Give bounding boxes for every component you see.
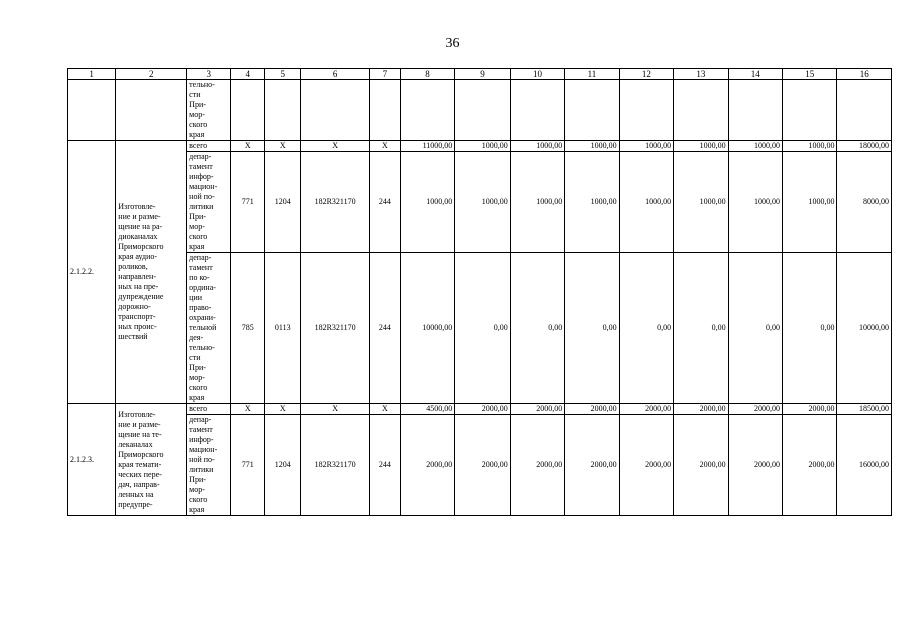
amount-cell: 2000,00 (510, 415, 564, 516)
text-line: ных на пре- (118, 282, 159, 291)
amount-cell: 2000,00 (565, 415, 619, 516)
text-line: тамент (189, 425, 213, 434)
header-cell: 13 (674, 69, 728, 80)
header-cell: 15 (783, 69, 837, 80)
header-cell: 5 (265, 69, 301, 80)
amount-cell: 2000,00 (455, 415, 510, 516)
text-line: ордина- (189, 283, 216, 292)
text-line: дач, направ- (118, 479, 160, 489)
amount-cell: 2000,00 (619, 415, 673, 516)
text-line: ленных на (118, 489, 154, 499)
empty-cell (400, 80, 454, 141)
cell-6: 182R321170 (301, 152, 370, 253)
item-code: 2.1.2.3. (68, 404, 116, 516)
cell-7: X (370, 141, 401, 152)
source-cell (187, 80, 231, 141)
text-line: мор- (189, 485, 205, 494)
table-row (68, 404, 892, 415)
amount-cell: 1000,00 (674, 152, 728, 253)
amount-cell: 2000,00 (728, 404, 782, 415)
empty-cell (728, 80, 782, 141)
text-line: Приморского (118, 242, 164, 251)
amount-cell: 1000,00 (455, 152, 510, 253)
text-line: мацион- (189, 445, 218, 454)
text-line: ского (189, 495, 208, 504)
cell-4: 785 (231, 253, 265, 404)
text-line: края аудио- (118, 252, 158, 261)
text-line: роликов, (118, 262, 148, 271)
item-name (116, 141, 187, 404)
text-line: края (189, 130, 205, 139)
text-line: ной по- (189, 455, 215, 464)
budget-table (67, 68, 892, 516)
header-cell: 1 (68, 69, 116, 80)
amount-cell: 1000,00 (565, 141, 619, 152)
text-line: мор- (189, 373, 205, 382)
continuation-row (68, 80, 892, 141)
cell-6: 182R321170 (301, 415, 370, 516)
text-line: дупреждение (118, 292, 164, 301)
text-line: тамент (189, 162, 213, 171)
amount-cell: 2000,00 (400, 415, 454, 516)
header-cell: 11 (565, 69, 619, 80)
text-line: щение на те- (118, 429, 162, 439)
text-line: охрани- (189, 313, 216, 322)
amount-cell: 18500,00 (837, 404, 892, 415)
text-line: предупре- (118, 499, 153, 509)
header-cell: 8 (400, 69, 454, 80)
text-line: ние и разме- (118, 212, 161, 221)
amount-cell: 18000,00 (837, 141, 892, 152)
table-row (68, 253, 892, 404)
empty-cell (619, 80, 673, 141)
cell-5: X (265, 141, 301, 152)
cell-6: X (301, 404, 370, 415)
code-cell (68, 80, 116, 141)
text-line: дея- (189, 333, 204, 342)
text-line: литики (189, 465, 214, 474)
empty-cell (565, 80, 619, 141)
text-line: При- (189, 212, 206, 221)
cell-5: 1204 (265, 152, 301, 253)
table-row (68, 141, 892, 152)
text-line: тельно- (189, 343, 215, 352)
amount-cell: 1000,00 (619, 152, 673, 253)
item-code: 2.1.2.2. (68, 141, 116, 404)
empty-cell (370, 80, 401, 141)
cell-4: 771 (231, 152, 265, 253)
source-total: всего (187, 404, 231, 415)
amount-cell: 1000,00 (728, 141, 782, 152)
amount-cell: 0,00 (728, 253, 782, 404)
text-line: по ко- (189, 273, 210, 282)
text-line: тельной (189, 323, 217, 332)
text-line: тельно- (189, 80, 215, 89)
amount-cell: 0,00 (619, 253, 673, 404)
text-line: При- (189, 100, 206, 109)
text-line: мор- (189, 222, 205, 231)
amount-cell: 2000,00 (619, 404, 673, 415)
name-cell (116, 80, 187, 141)
amount-cell: 1000,00 (400, 152, 454, 253)
text-line: право- (189, 303, 212, 312)
text-line: диоканалах (118, 232, 158, 241)
text-line: сти (189, 353, 201, 362)
amount-cell: 1000,00 (728, 152, 782, 253)
amount-cell: 0,00 (783, 253, 837, 404)
header-cell: 4 (231, 69, 265, 80)
amount-cell: 1000,00 (455, 141, 510, 152)
amount-cell: 0,00 (674, 253, 728, 404)
cell-5: 1204 (265, 415, 301, 516)
amount-cell: 0,00 (565, 253, 619, 404)
source-total: всего (187, 141, 231, 152)
amount-cell: 2000,00 (455, 404, 510, 415)
cell-7: 244 (370, 152, 401, 253)
text-line: ского (189, 383, 208, 392)
header-row (68, 69, 892, 80)
amount-cell: 16000,00 (837, 415, 892, 516)
text-line: депар- (189, 415, 212, 424)
text-line: шествий (118, 332, 148, 341)
text-line: При- (189, 363, 206, 372)
amount-cell: 11000,00 (400, 141, 454, 152)
cell-4: X (231, 404, 265, 415)
text-line: направлен- (118, 272, 156, 281)
header-cell: 7 (370, 69, 401, 80)
text-line: края (189, 505, 205, 514)
amount-cell: 0,00 (510, 253, 564, 404)
header-cell: 3 (187, 69, 231, 80)
empty-cell (231, 80, 265, 141)
cell-7: X (370, 404, 401, 415)
text-line: леканалах (118, 439, 153, 449)
header-cell: 9 (455, 69, 510, 80)
text-line: ского (189, 232, 208, 241)
text-line: При- (189, 475, 206, 484)
empty-cell (674, 80, 728, 141)
cell-6: X (301, 141, 370, 152)
text-line: края (189, 242, 205, 251)
amount-cell: 2000,00 (674, 415, 728, 516)
cell-7: 244 (370, 415, 401, 516)
page-number: 36 (445, 36, 460, 51)
empty-cell (301, 80, 370, 141)
text-line: депар- (189, 253, 212, 262)
cell-7: 244 (370, 253, 401, 404)
text-line: тамент (189, 263, 213, 272)
amount-cell: 1000,00 (783, 141, 837, 152)
text-line: сти (189, 90, 201, 99)
text-line: щение на ра- (118, 222, 163, 231)
source-cell (187, 415, 231, 516)
cell-6: 182R321170 (301, 253, 370, 404)
header-cell: 6 (301, 69, 370, 80)
amount-cell: 1000,00 (565, 152, 619, 253)
header-cell: 10 (510, 69, 564, 80)
text-line: мацион- (189, 182, 218, 191)
header-cell: 2 (116, 69, 187, 80)
amount-cell: 1000,00 (674, 141, 728, 152)
amount-cell: 1000,00 (510, 152, 564, 253)
text-line: депар- (189, 152, 212, 161)
text-line: ние и разме- (118, 419, 161, 429)
text-line: ческих пере- (118, 469, 162, 479)
text-line: Изготовле- (118, 409, 156, 419)
amount-cell: 10000,00 (837, 253, 892, 404)
text-line: ции (189, 293, 203, 302)
amount-cell: 1000,00 (619, 141, 673, 152)
table-row (68, 415, 892, 516)
source-cell (187, 152, 231, 253)
cell-5: 0113 (265, 253, 301, 404)
amount-cell: 1000,00 (783, 152, 837, 253)
text-line: ского (189, 120, 208, 129)
text-line: Изготовле- (118, 202, 156, 211)
amount-cell: 0,00 (455, 253, 510, 404)
amount-cell: 1000,00 (510, 141, 564, 152)
text-line: Приморского (118, 449, 164, 459)
text-line: края темати- (118, 459, 162, 469)
cell-5: X (265, 404, 301, 415)
header-cell: 14 (728, 69, 782, 80)
text-line: ной по- (189, 192, 215, 201)
text-line: мор- (189, 110, 205, 119)
header-cell: 16 (837, 69, 892, 80)
source-cell (187, 253, 231, 404)
empty-cell (510, 80, 564, 141)
table-row (68, 152, 892, 253)
text-line: транспорт- (118, 312, 156, 321)
amount-cell: 2000,00 (565, 404, 619, 415)
text-line: инфор- (189, 435, 214, 444)
amount-cell: 2000,00 (510, 404, 564, 415)
empty-cell (783, 80, 837, 141)
text-line: края (189, 393, 205, 402)
text-line: дорожно- (118, 302, 151, 311)
amount-cell: 10000,00 (400, 253, 454, 404)
amount-cell: 2000,00 (674, 404, 728, 415)
item-name (116, 404, 187, 516)
header-cell: 12 (619, 69, 673, 80)
amount-cell: 8000,00 (837, 152, 892, 253)
empty-cell (837, 80, 892, 141)
text-line: ных проис- (118, 322, 157, 331)
text-line: инфор- (189, 172, 214, 181)
empty-cell (265, 80, 301, 141)
amount-cell: 2000,00 (783, 415, 837, 516)
cell-4: X (231, 141, 265, 152)
amount-cell: 2000,00 (783, 404, 837, 415)
empty-cell (455, 80, 510, 141)
amount-cell: 4500,00 (400, 404, 454, 415)
cell-4: 771 (231, 415, 265, 516)
text-line: литики (189, 202, 214, 211)
amount-cell: 2000,00 (728, 415, 782, 516)
